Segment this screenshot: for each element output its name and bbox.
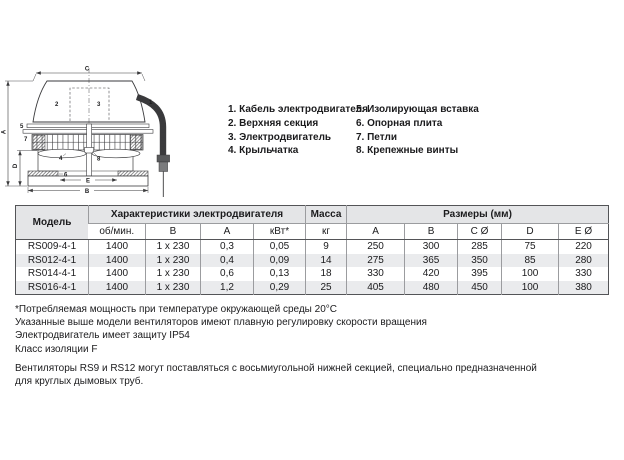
legend-item-6: 6. Опорная плита	[356, 117, 443, 129]
table-cell: 420	[405, 267, 458, 281]
part-label-6: 6	[64, 172, 68, 179]
table-cell: 1 x 230	[146, 267, 201, 281]
note-ip-rating: Электродвигатель имеет защиту IP54	[15, 330, 190, 342]
hub	[85, 148, 94, 154]
table-cell: 220	[559, 240, 609, 254]
dimension-b	[28, 187, 148, 195]
table-row	[16, 281, 609, 295]
legend-item-8: 8. Крепежные винты	[356, 145, 459, 157]
table-cell: 25	[306, 281, 347, 295]
col-header-kw: кВт*	[254, 224, 306, 240]
note-power: *Потребляемая мощность при температуре окружающей среды 20°C	[15, 304, 337, 315]
part-label-8: 8	[97, 156, 101, 163]
table-cell: 0,6	[201, 267, 254, 281]
table-cell: 380	[559, 281, 609, 295]
part-label-2: 2	[55, 102, 59, 108]
table-cell: 100	[502, 267, 559, 281]
motor-outline	[70, 88, 109, 121]
table-cell: 285	[458, 240, 502, 254]
legend-item-2: 2. Верхняя секция	[228, 117, 319, 129]
table-cell: 75	[502, 240, 559, 254]
table-cell: 330	[559, 267, 609, 281]
col-group-motor-specs: Характеристики электродвигателя	[89, 206, 306, 224]
fan-diagram	[0, 52, 215, 204]
col-header-volts: В	[146, 224, 201, 240]
base-foot-right	[118, 171, 148, 176]
cable-gland	[157, 155, 170, 162]
legend-item-7: 7. Петли	[356, 131, 398, 143]
dim-label-c: C	[84, 66, 90, 73]
col-header-dim-e: E Ø	[559, 224, 609, 240]
part-label-7: 7	[24, 137, 28, 143]
table-cell: 1,2	[201, 281, 254, 295]
table-cell: 1400	[89, 240, 146, 254]
col-header-rpm: об/мин.	[89, 224, 146, 240]
col-header-dim-a: A	[347, 224, 405, 240]
table-cell: 450	[458, 281, 502, 295]
hinge-left	[33, 135, 45, 149]
table-cell: 250	[347, 240, 405, 254]
legend-item-1: 1. Кабель электродвигателя	[228, 104, 368, 115]
part-label-4: 4	[59, 156, 63, 162]
base-foot-left	[28, 171, 58, 176]
table-row	[16, 267, 609, 281]
paragraph-line-2: для круглых дымовых труб.	[15, 376, 144, 388]
table-cell: 0,4	[201, 254, 254, 268]
parts-legend-right	[356, 103, 479, 158]
col-header-dim-c: C Ø	[458, 224, 502, 240]
legend-item-3: 3. Электродвигатель	[228, 131, 332, 143]
table-cell: 365	[405, 254, 458, 268]
note-speed-control: Указанные выше модели вентиляторов имеют плавную регулировку скорости вращения	[15, 317, 427, 329]
table-cell: 300	[405, 240, 458, 254]
part-label-5: 5	[20, 124, 24, 130]
table-cell: 0,09	[254, 254, 306, 268]
table-cell: 0,29	[254, 281, 306, 295]
dim-label-e: E	[85, 178, 91, 185]
table-cell: RS016-4-1	[16, 281, 89, 295]
table-cell: 395	[458, 267, 502, 281]
table-cell: 350	[458, 254, 502, 268]
spec-table	[15, 205, 609, 295]
col-group-dimensions: Размеры (мм)	[347, 206, 609, 224]
octagonal-section-paragraph	[15, 362, 537, 388]
table-cell: 480	[405, 281, 458, 295]
dim-label-d: D	[13, 163, 19, 169]
legend-item-5: 5. Изолирующая вставка	[356, 104, 479, 115]
table-cell: 14	[306, 254, 347, 268]
paragraph-line-1: Вентиляторы RS9 и RS12 могут поставляться с восьмиугольной нижней секцией, специально предназначенной	[15, 363, 537, 374]
table-cell: 1400	[89, 254, 146, 268]
table-row	[16, 254, 609, 268]
part-label-1: 1	[149, 100, 153, 106]
table-cell: 1400	[89, 267, 146, 281]
table-cell: 85	[502, 254, 559, 268]
table-row	[16, 240, 609, 254]
hinge-right	[130, 135, 142, 149]
table-cell: 18	[306, 267, 347, 281]
table-cell: 0,05	[254, 240, 306, 254]
table-cell: 280	[559, 254, 609, 268]
table-cell: RS009-4-1	[27, 241, 77, 253]
table-cell: 0,3	[201, 240, 254, 254]
dim-label-a: A	[1, 129, 8, 135]
table-cell: 1400	[89, 281, 146, 295]
col-header-amps: А	[201, 224, 254, 240]
col-header-dim-d: D	[502, 224, 559, 240]
table-cell: 1 x 230	[146, 240, 201, 254]
col-header-kg: кг	[306, 224, 347, 240]
table-cell: 1 x 230	[146, 281, 201, 295]
legend-item-4: 4. Крыльчатка	[228, 145, 299, 157]
col-header-model: Модель	[16, 206, 89, 240]
col-group-mass: Масса	[306, 206, 347, 224]
note-insulation-class: Класс изоляции F	[15, 343, 98, 355]
table-cell: 1 x 230	[146, 254, 201, 268]
table-cell: 275	[347, 254, 405, 268]
table-cell: RS014-4-1	[27, 268, 77, 280]
table-cell: 9	[306, 240, 347, 254]
parts-legend-left	[228, 103, 368, 158]
part-label-3: 3	[97, 102, 101, 108]
table-cell: 100	[502, 281, 559, 295]
table-cell: 405	[347, 281, 405, 295]
spec-table-body	[16, 240, 609, 295]
col-header-dim-b: B	[405, 224, 458, 240]
dim-label-b: B	[84, 189, 90, 195]
notes-block	[15, 303, 427, 356]
table-cell: 0,13	[254, 267, 306, 281]
table-cell: RS012-4-1	[16, 254, 89, 268]
table-cell: 330	[347, 267, 405, 281]
